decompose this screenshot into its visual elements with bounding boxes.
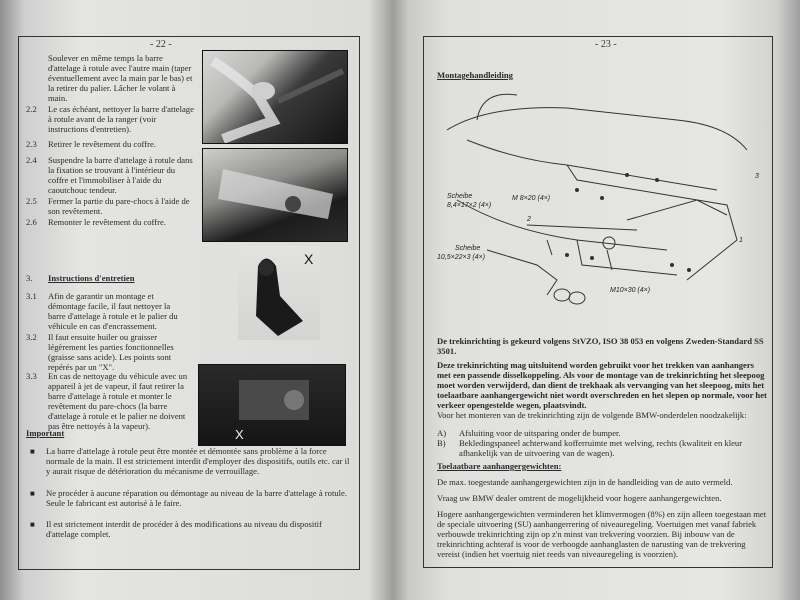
photo-trunk-fixation — [202, 148, 348, 242]
scheibe-label-2: Scheibe — [455, 245, 481, 252]
scheibe-label-1: Scheibe — [447, 193, 473, 200]
step-3-3-text: En cas de nettoyage du véhicule avec un appareil à jet de vapeur, il faut retirer la barre d'attelage à rotule et monter le revêtement du pare-chocs (la barre d'attelage à rotule et le palier ne doivent pas être nettoyés à la vapeur). — [48, 371, 188, 431]
step-2-3-text: Retirer le revêtement du coffre. — [48, 139, 156, 149]
list-a-text: Afsluiting voor de uitsparing onder de bumper. — [459, 428, 621, 438]
bullet-icon: ■ — [30, 489, 35, 498]
left-page-number: - 22 - — [150, 39, 172, 50]
step-2-2-text: Le cas échéant, nettoyer la barre d'attelage à rotule avant de la ranger (voir instructions d'entretien). — [48, 104, 194, 134]
step-2-2-number: 2.2 — [26, 104, 37, 114]
step-2-5-number: 2.5 — [26, 196, 37, 206]
higher-weights-paragraph: Hogere aanhangergewichten verminderen het klimvermogen (8%) en zijn alleen toegestaan met de speciale uitvoering (SU) aanhangerrering of niveauregeling. Voertuigen met vanaf fabriek verbouwde trekinrichting zijn op z'n minst van trekvering voorzien. Bij inbouw van de trekinrichting achteraf is voor de verhoogde aanhanglasten de narusting van de trekvering vereist (indien het voertuig niet reeds van niveauregeling is voorzien). — [437, 509, 767, 559]
part-number-2: 2 — [527, 216, 531, 223]
step-3-2-text: Il faut ensuite huiler ou graisser légèrement les parties fonctionnelles (graisse sans acide). Les points sont repérés par un "X". — [48, 332, 174, 372]
section-3-number: 3. — [26, 273, 33, 283]
step-2-4-number: 2.4 — [26, 155, 37, 165]
right-page — [397, 0, 800, 600]
scheibe-spec-1: 8,4×17×2 (4×) — [447, 202, 492, 209]
step-3-1-text: Afin de garantir un montage et démontage facile, il faut nettoyer la barre d'attelage à rotule et le palier du véhicule en cas d'encrassement. — [48, 291, 178, 331]
photo-bumper-bearing — [198, 364, 346, 446]
photo-illustration — [199, 365, 345, 445]
important-title: Important — [26, 428, 65, 438]
right-page-number: - 23 - — [595, 39, 617, 50]
step-2-6-text: Remonter le revêtement du coffre. — [48, 217, 166, 227]
exploded-assembly-diagram — [427, 80, 767, 310]
step-3-3-number: 3.3 — [26, 371, 37, 381]
parts-intro: Voor het monteren van de trekinrichting zijn de volgende BMW-onderdelen noodzakelijk: — [437, 410, 747, 420]
bolt-label-1: M 8×20 (4×) — [512, 195, 551, 202]
step-2-4-text: Suspendre la barre d'attelage à rotule dans la fixation se trouvant à l'intérieur du coffre et l'immobiliser à l'aide du caoutchouc tendeur. — [48, 155, 193, 195]
photo-hand-removing-bar — [202, 50, 348, 144]
section-3-title: Instructions d'entretien — [48, 273, 135, 283]
left-page — [0, 0, 393, 600]
bolt-label-2: M10×30 (4×) — [610, 287, 651, 294]
lubrication-mark-x: X — [304, 251, 314, 267]
lubrication-mark-x: X — [235, 427, 244, 442]
important-bullet-3: Il est strictement interdit de procéder à des modifications au niveau du dispositif d'attelage complet. — [46, 519, 322, 539]
dealer-paragraph: Vraag uw BMW dealer omtrent de mogelijkheid voor hogere aanhangergewichten. — [437, 493, 722, 503]
part-number-1: 1 — [739, 237, 743, 244]
bullet-icon: ■ — [30, 447, 35, 456]
step-2-5-text: Fermer la partie du pare-chocs à l'aide de son revêtement. — [48, 196, 190, 216]
approval-paragraph: De trekinrichting is gekeurd volgens StVZO, ISO 38 053 en volgens Zweden-Standard SS 3501. — [437, 336, 764, 356]
max-weights-paragraph: De max. toegestande aanhangergewichten zijn in de handleiding van de auto vermeld. — [437, 477, 733, 487]
photo-illustration — [203, 149, 347, 241]
step-2-6-number: 2.6 — [26, 217, 37, 227]
bullet-icon: ■ — [30, 520, 35, 529]
photo-ball-coupling — [238, 246, 320, 340]
important-bullet-2: Ne procéder à aucune réparation ou démontage au niveau de la barre d'attelage à rotule. Seule le fabricant est autorisé à le faire. — [46, 488, 347, 508]
step-3-2-number: 3.2 — [26, 332, 37, 342]
scheibe-spec-2: 10,5×22×3 (4×) — [437, 254, 486, 261]
step-continuation-text: Soulever en même temps la barre d'attelage à rotule avec l'autre main (taper éventuellement avec la main par le bas) et la retirer du palier. Lâcher le volant à main. — [48, 53, 193, 103]
important-bullet-1: La barre d'attelage à rotule peut être montée et démontée sans problème à la force normale de la main. Il est strictement interdit d'employer des dispositifs, outils etc. car il y aurait risque de détérioration du mécanisme de verrouillage. — [46, 446, 350, 476]
photo-illustration — [203, 51, 347, 143]
photo-illustration — [238, 246, 320, 340]
usage-paragraph: Deze trekinrichting mag uitsluitend worden gebruikt voor het trekken van aanhangers met een passende disselkoppeling. Als voor de montage van de trekinrichting het sleepoog moet worden verwijderd, dan dient de trekhaak als vervanging van het sleepoog, mits het toelaatbare aanhangergewicht niet wordt overschreden en het slepen op normale, voor het verkeer opengestelde wegen, plaatsvindt. — [437, 360, 767, 410]
weights-heading: Toelaatbare aanhangergewichten: — [437, 461, 562, 471]
list-b-marker: B) — [437, 438, 446, 448]
step-3-1-number: 3.1 — [26, 291, 37, 301]
step-2-3-number: 2.3 — [26, 139, 37, 149]
part-number-3: 3 — [755, 173, 759, 180]
list-a-marker: A) — [437, 428, 447, 438]
assembly-heading: Montagehandleiding — [437, 70, 513, 80]
list-b-text: Bekledingspaneel achterwand kofferruimte met welving, rechts (kwaliteit en kleur afhankelijk van de uitvoering van de wagen). — [459, 438, 743, 458]
